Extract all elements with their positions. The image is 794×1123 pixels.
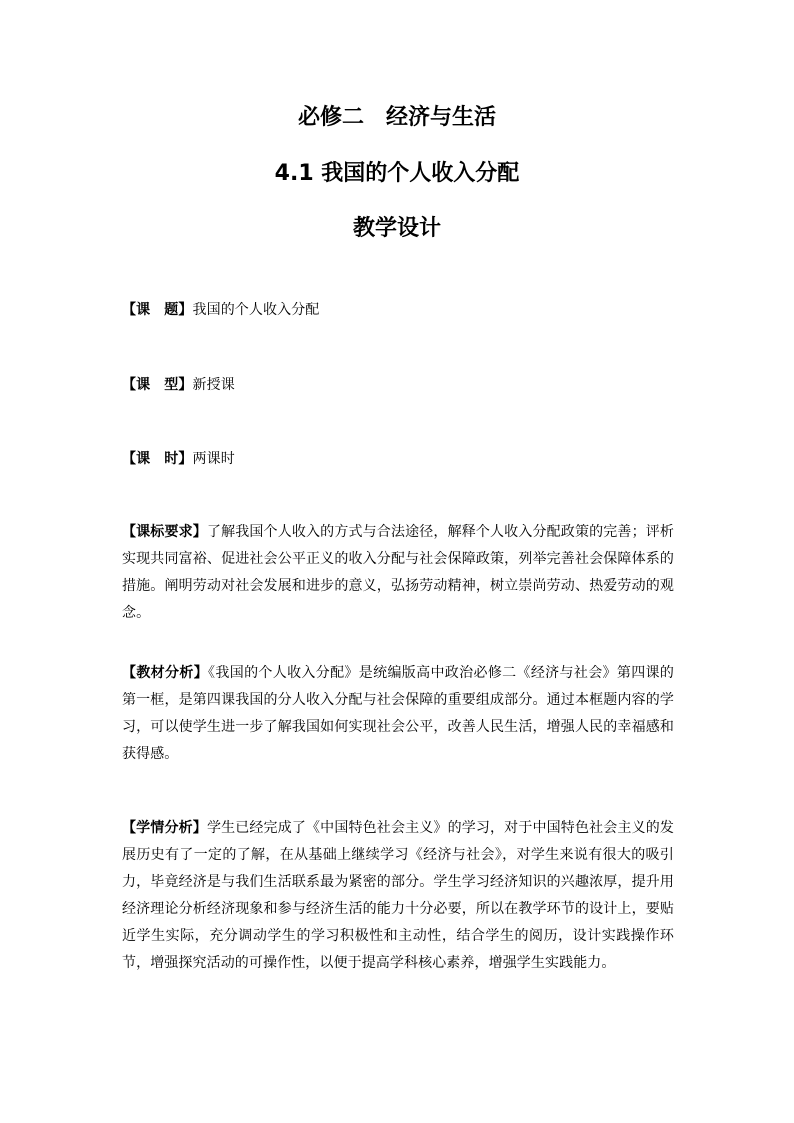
student-analysis-text: 学生已经完成了《中国特色社会主义》的学习，对于中国特色社会主义的发展历史有了一定的了解，在从基础上继续学习《经济与社会》，对学生来说有很大的吸引力，毕竟经济是与我们生活联系最为紧密的部分。学生学习经济知识的兴趣浓厚，提升用经济理论分析经济现象和参与经济生活的能力十分必要，所以在教学环节的设计上，要贴近学生实际，充分调动学生的学习积极性和主动性，结合学生的阅历，设计实践操作环节，增强探究活动的可操作性，以便于提高学科核心素养，增强学生实践能力。 bbox=[122, 820, 674, 971]
lesson-type-section bbox=[122, 372, 674, 399]
lesson-hours-text: 两课时 bbox=[192, 451, 235, 467]
curriculum-standard-label: 【课标要求】 bbox=[122, 524, 207, 540]
student-analysis-section bbox=[122, 815, 674, 977]
textbook-analysis-section bbox=[122, 660, 674, 768]
lesson-type-text: 新授课 bbox=[192, 377, 235, 393]
topic-text: 我国的个人收入分配 bbox=[192, 302, 320, 318]
document-title: 必修二 经济与生活 bbox=[297, 105, 496, 130]
lesson-title: 4.1 我国的个人收入分配 bbox=[274, 161, 520, 186]
lesson-hours-label: 【课 时】 bbox=[122, 451, 193, 467]
document-subtitle: 教学设计 bbox=[352, 216, 441, 241]
curriculum-standard-section bbox=[122, 519, 674, 627]
curriculum-standard-text: 了解我国个人收入的方式与合法途径，解释个人收入分配政策的完善；评析实现共同富裕、促进社会公平正义的收入分配与社会保障政策，列举完善社会保障体系的措施。阐明劳动对社会发展和进步的意义，弘扬劳动精神，树立崇尚劳动、热爱劳动的观念。 bbox=[122, 524, 674, 621]
lesson-hours-section bbox=[122, 446, 674, 473]
topic-label: 【课 题】 bbox=[122, 302, 193, 318]
lesson-type-label: 【课 型】 bbox=[122, 377, 193, 393]
student-analysis-label: 【学情分析】 bbox=[122, 820, 207, 836]
textbook-analysis-text: 《我国的个人收入分配》是统编版高中政治必修二《经济与社会》第四课的第一框，是第四课我国的分人收入分配与社会保障的重要组成部分。通过本框题内容的学习，可以使学生进一步了解我国如何实现社会公平，改善人民生活，增强人民的幸福感和获得感。 bbox=[122, 665, 674, 762]
topic-section bbox=[122, 297, 674, 324]
textbook-analysis-label: 【教材分析】 bbox=[122, 665, 209, 681]
